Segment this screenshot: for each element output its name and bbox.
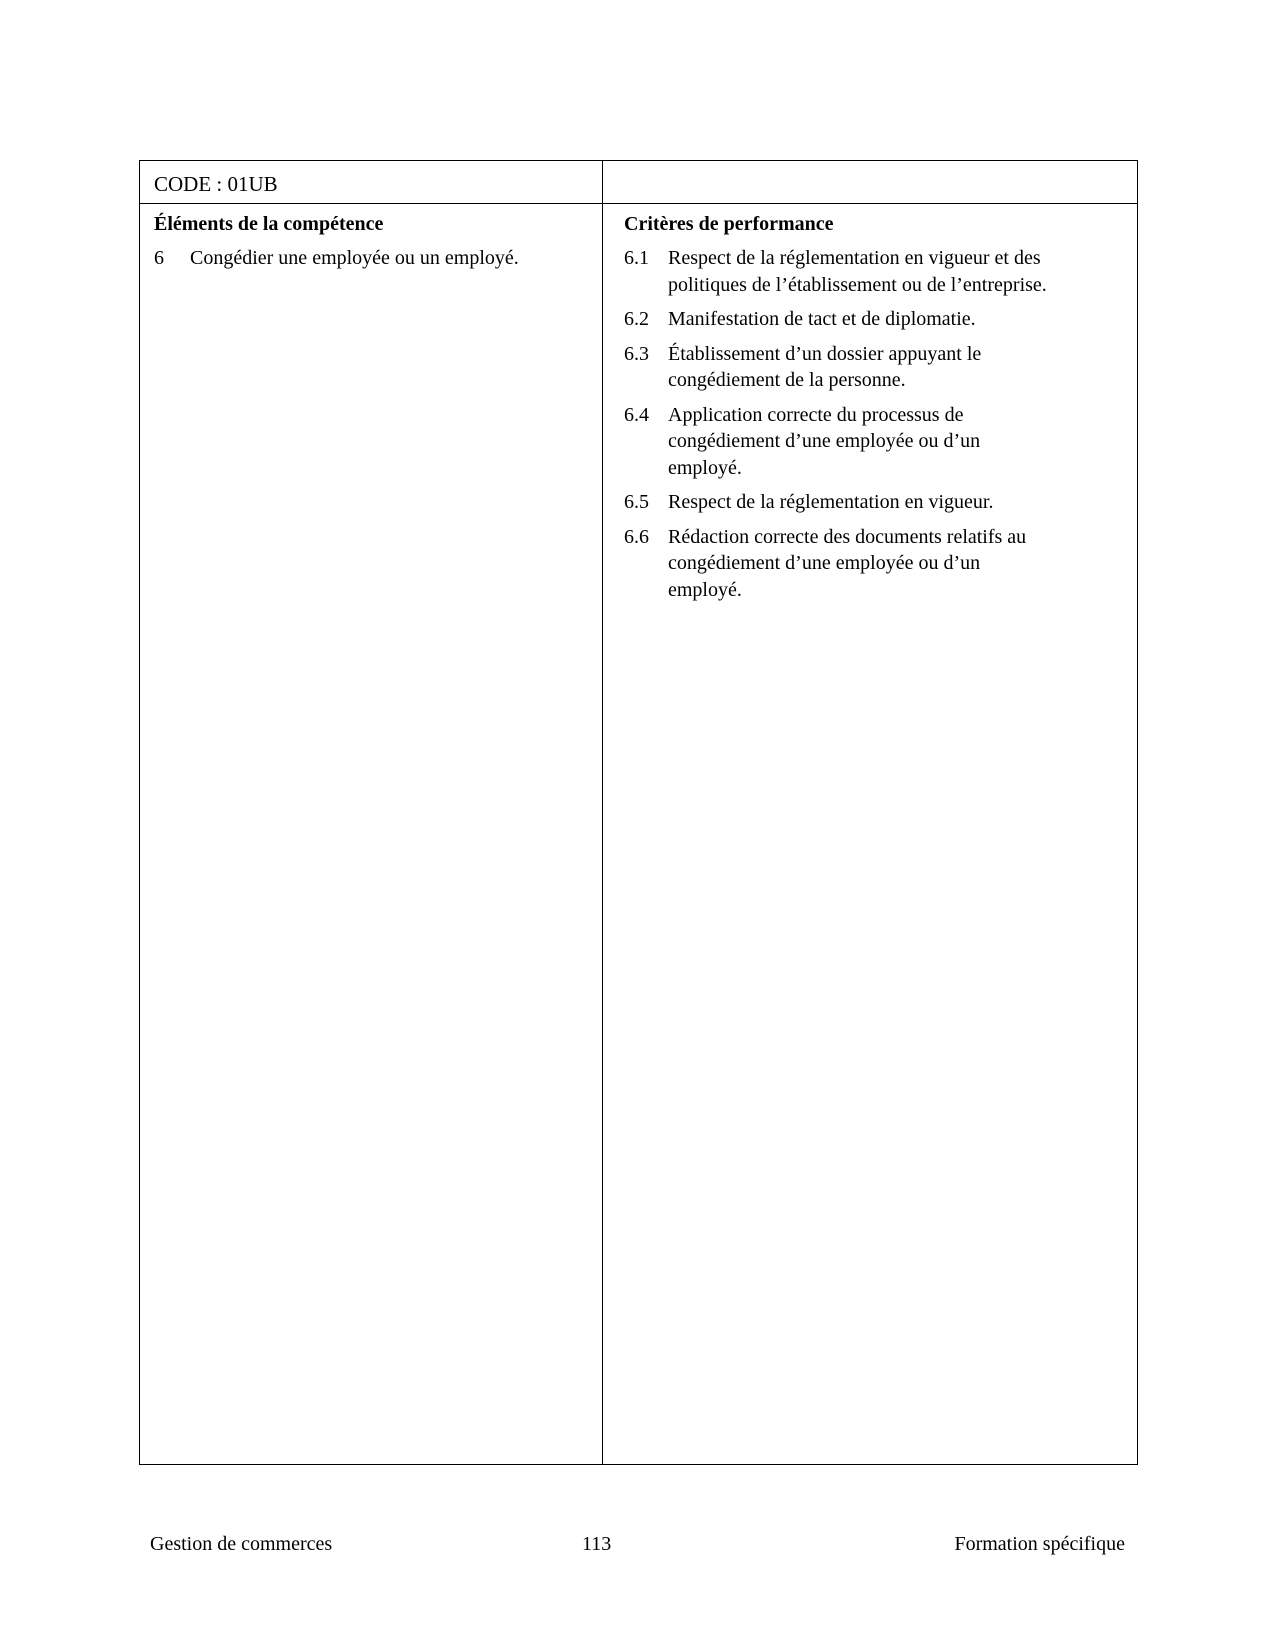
criteria-number: 6.6 (624, 525, 649, 548)
criteria-item (624, 306, 1104, 333)
criteria-number: 6.2 (624, 308, 649, 330)
footer-page-number: 113 (582, 1533, 612, 1555)
criteria-text: Rédaction correcte des documents relatifs au congédiement d’une employée ou d’un employé. (668, 525, 1027, 601)
criteria-item (624, 489, 1104, 516)
competence-code: CODE : 01UB (154, 172, 278, 196)
element-number: 6 (154, 247, 164, 269)
criteria-text: Établissement d’un dossier appuyant le congédiement de la personne. (668, 342, 982, 391)
criteria-number: 6.4 (624, 403, 649, 426)
footer-section-name: Formation spécifique (954, 1533, 1125, 1555)
criteria-text: Application correcte du processus de congédiement d’une employée ou d’un employé. (668, 403, 981, 479)
elements-heading: Éléments de la compétence (154, 213, 384, 235)
footer-program-name: Gestion de commerces (150, 1533, 333, 1555)
criteria-item (624, 402, 1104, 482)
criteria-text: Respect de la réglementation en vigueur. (668, 491, 994, 513)
criteria-number: 6.5 (624, 491, 649, 513)
element-text: Congédier une employée ou un employé. (190, 247, 519, 269)
criteria-number: 6.1 (624, 247, 649, 269)
criteria-text: Manifestation de tact et de diplomatie. (668, 308, 976, 330)
criteria-item (624, 341, 1104, 394)
element-item (154, 245, 519, 271)
column-divider (602, 161, 603, 1464)
criteria-item (624, 524, 1104, 604)
criteria-text: Respect de la réglementation en vigueur et des politiques de l’établissement ou de l’entreprise. (668, 247, 1047, 296)
criteria-list (624, 245, 1104, 611)
criteria-heading: Critères de performance (624, 213, 834, 235)
criteria-number: 6.3 (624, 342, 649, 365)
competence-table (139, 160, 1138, 1465)
header-row-divider (140, 203, 1137, 204)
criteria-item (624, 245, 1104, 298)
